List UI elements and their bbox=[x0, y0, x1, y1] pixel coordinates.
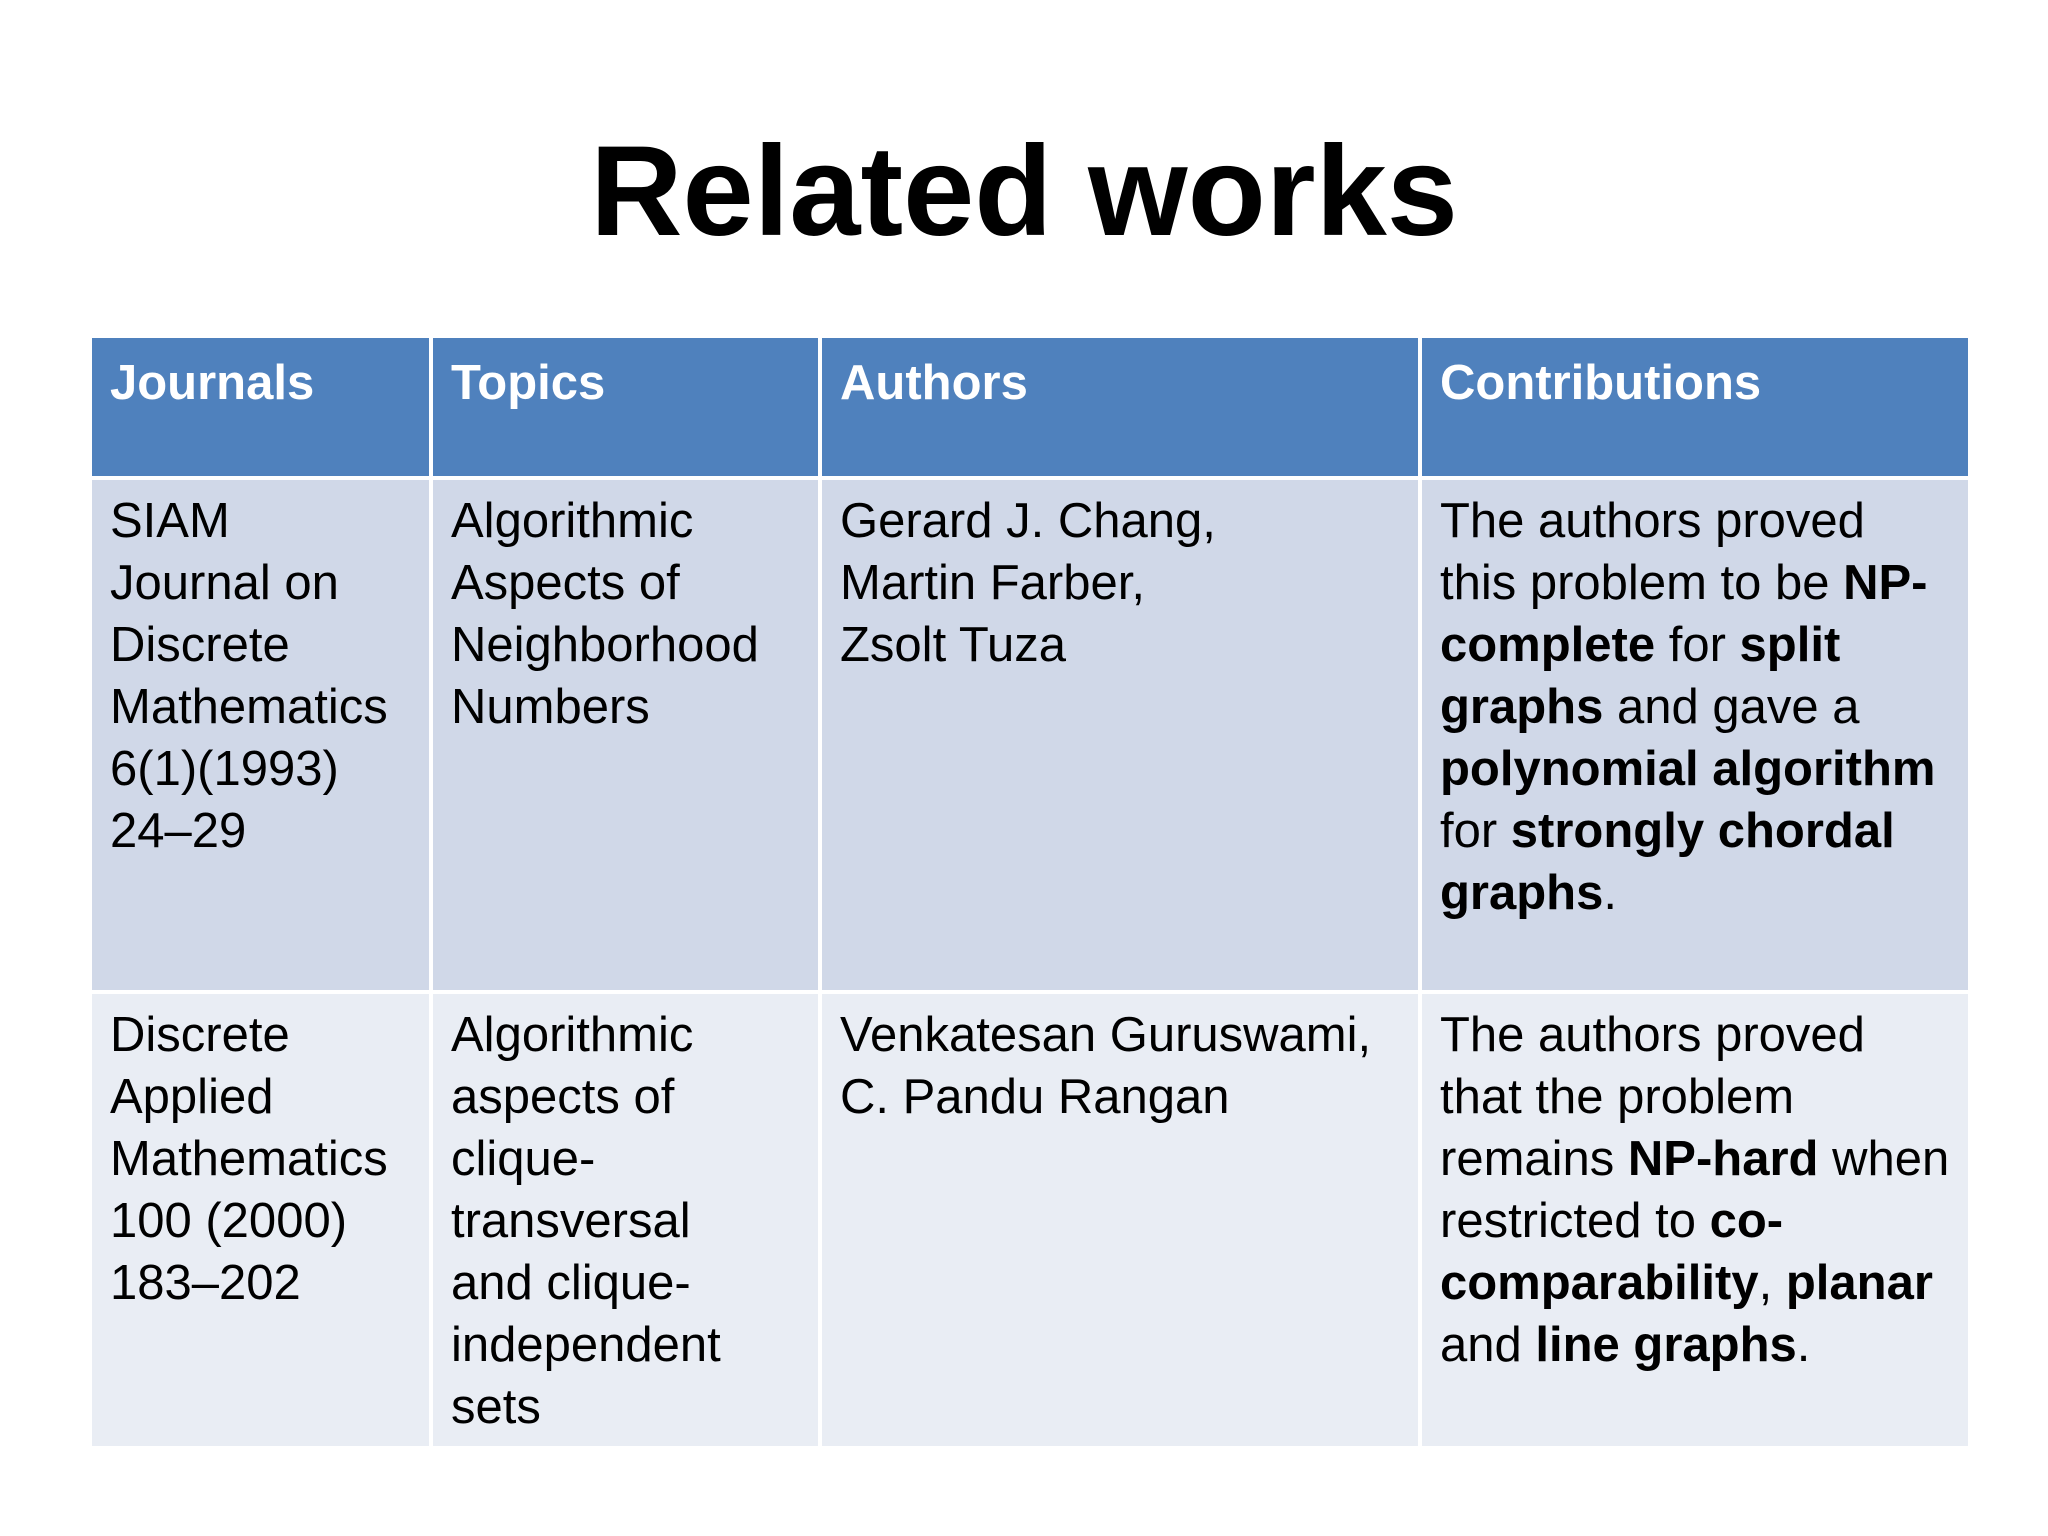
author-line: Venkatesan Guruswami, bbox=[840, 1008, 1372, 1062]
journal-line: Mathematics bbox=[110, 1132, 388, 1186]
journal-line: Discrete bbox=[110, 1008, 290, 1062]
author-line: Zsolt Tuza bbox=[840, 618, 1067, 672]
contribution-highlight: co-comparability bbox=[1440, 1194, 1784, 1310]
header-topics: Topics bbox=[431, 336, 820, 478]
topic-line: Algorithmic bbox=[451, 494, 694, 548]
journal-line: 24–29 bbox=[110, 804, 247, 858]
topic-line: independent bbox=[451, 1318, 721, 1372]
topic-line: Numbers bbox=[451, 680, 650, 734]
author-line: C. Pandu Rangan bbox=[840, 1070, 1230, 1124]
contribution-text: The authors proved this problem to be bbox=[1440, 494, 1865, 610]
journal-line: Applied bbox=[110, 1070, 274, 1124]
contribution-highlight: strongly chordal graphs bbox=[1440, 804, 1895, 920]
table-row bbox=[90, 992, 1970, 1448]
contribution-text: , bbox=[1758, 1256, 1786, 1310]
header-authors: Authors bbox=[820, 336, 1420, 478]
authors-cell bbox=[820, 992, 1420, 1448]
contribution-text: and gave a bbox=[1603, 680, 1860, 734]
header-journals: Journals bbox=[90, 336, 431, 478]
topic-line: Aspects of bbox=[451, 556, 680, 610]
table-header-row bbox=[90, 336, 1970, 478]
topic-line: aspects of bbox=[451, 1070, 675, 1124]
contribution-highlight: line graphs bbox=[1535, 1318, 1797, 1372]
journal-cell bbox=[90, 478, 431, 992]
contribution-highlight: planar bbox=[1785, 1256, 1933, 1310]
contribution-highlight: split graphs bbox=[1440, 618, 1841, 734]
topic-cell bbox=[431, 478, 820, 992]
contribution-text: and bbox=[1440, 1318, 1536, 1372]
journal-line: 183–202 bbox=[110, 1256, 301, 1310]
author-line: Martin Farber, bbox=[840, 556, 1145, 610]
table-row bbox=[90, 478, 1970, 992]
journal-line: 6(1)(1993) bbox=[110, 742, 339, 796]
contribution-text: . bbox=[1796, 1318, 1811, 1372]
contribution-highlight: NP-hard bbox=[1627, 1132, 1819, 1186]
contribution-text: . bbox=[1603, 866, 1617, 920]
header-contributions: Contributions bbox=[1420, 336, 1970, 478]
topic-line: clique- bbox=[451, 1132, 596, 1186]
author-line: Gerard J. Chang, bbox=[840, 494, 1216, 548]
journal-line: 100 (2000) bbox=[110, 1194, 348, 1248]
journal-cell bbox=[90, 992, 431, 1448]
topic-cell bbox=[431, 992, 820, 1448]
contribution-text: for bbox=[1440, 804, 1511, 858]
contribution-highlight: NP-complete bbox=[1440, 556, 1928, 672]
topic-line: Neighborhood bbox=[451, 618, 759, 672]
contribution-cell bbox=[1420, 478, 1970, 992]
slide-title: Related works bbox=[590, 120, 1458, 263]
contribution-highlight: polynomial algorithm bbox=[1440, 742, 1936, 796]
journal-line: SIAM bbox=[110, 494, 230, 548]
journal-line: Discrete bbox=[110, 618, 290, 672]
topic-line: sets bbox=[451, 1380, 541, 1434]
contribution-text: when restricted to bbox=[1440, 1132, 1950, 1248]
journal-line: Mathematics bbox=[110, 680, 388, 734]
related-works-table bbox=[88, 334, 1972, 1450]
contribution-cell bbox=[1420, 992, 1970, 1448]
topic-line: and clique- bbox=[451, 1256, 691, 1310]
contribution-text: for bbox=[1655, 618, 1740, 672]
authors-cell bbox=[820, 478, 1420, 992]
contribution-text: The authors proved that the problem remains bbox=[1440, 1008, 1865, 1186]
topic-line: Algorithmic bbox=[451, 1008, 694, 1062]
journal-line: Journal on bbox=[110, 556, 339, 610]
topic-line: transversal bbox=[451, 1194, 691, 1248]
